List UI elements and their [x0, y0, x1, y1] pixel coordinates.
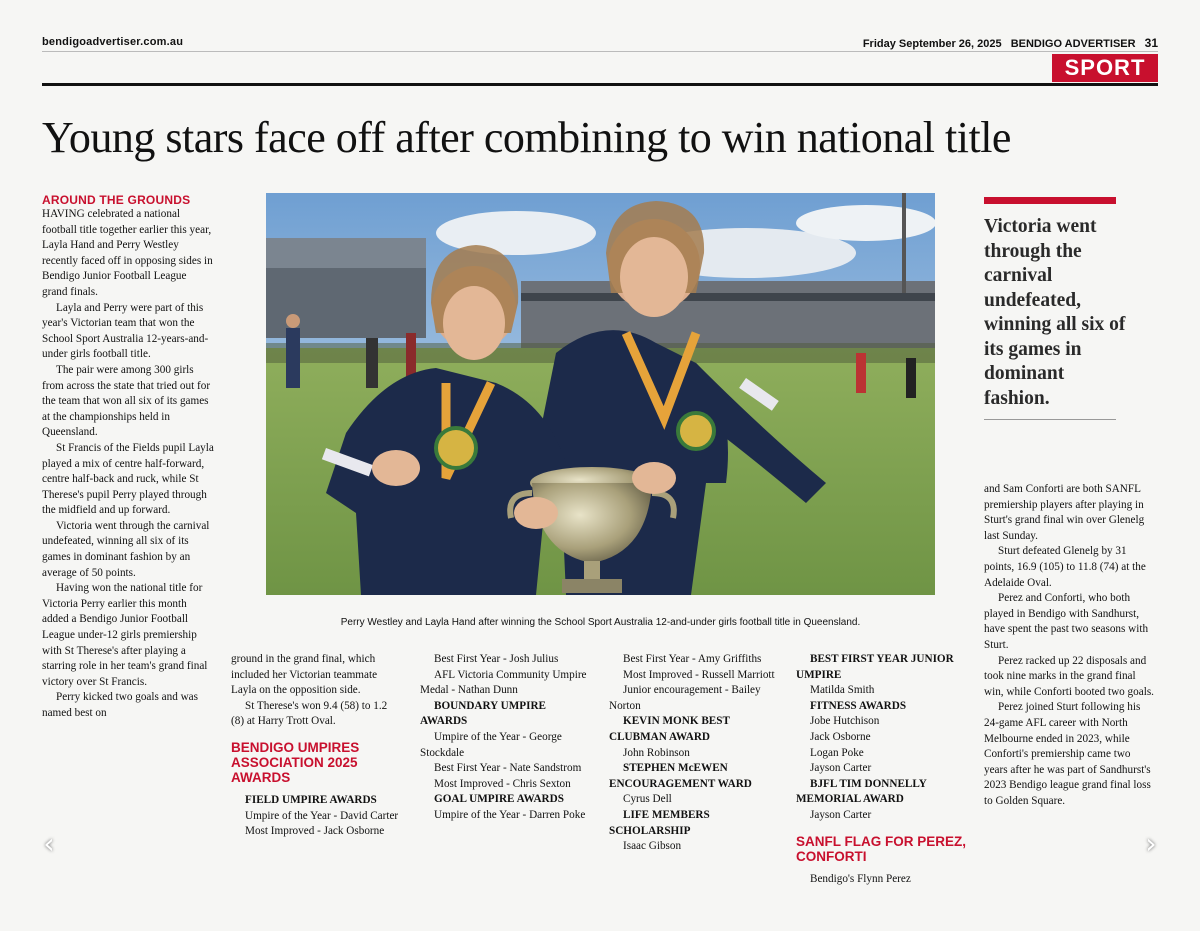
award-line: Jayson Carter: [810, 808, 872, 821]
headline: Young stars face off after combining to win national title: [42, 113, 1011, 162]
award-line: Most Improved - Russell Marriott: [623, 668, 775, 681]
award-line: Most Improved - Chris Sexton: [434, 777, 571, 790]
award-line: Jayson Carter: [810, 762, 872, 775]
paper-name: BENDIGO ADVERTISER: [1010, 38, 1136, 50]
paragraph: St Francis of the Fields pupil Layla played a mix of centre half-forward, centre half-back and ruck, while St Therese's pupil Perry played through the midfield and up forward.: [42, 441, 214, 517]
paragraph: Sturt defeated Glenelg by 31 points, 16.9 (105) to 11.8 (74) at the Adelaide Oval.: [984, 545, 1146, 589]
award-heading: GOAL UMPIRE AWARDS: [434, 793, 564, 806]
award-heading: STEPHEN McEWEN ENCOURAGEMENT WARD: [609, 762, 752, 790]
next-page-arrow-icon[interactable]: ›: [1145, 827, 1157, 860]
award-line: Matilda Smith: [810, 684, 875, 697]
page-header-info: [857, 36, 1158, 50]
article-column-3: [420, 652, 592, 824]
award-line: Best First Year - Nate Sandstrom: [434, 762, 582, 775]
website-url: bendigoadvertiser.com.au: [42, 36, 184, 48]
award-line: Umpire of the Year - Darren Poke: [434, 808, 586, 821]
award-heading: KEVIN MONK BEST CLUBMAN AWARD: [609, 715, 730, 743]
pullquote: Victoria went through the carnival undefeated, winning all six of its games in dominant fashion.: [984, 216, 1126, 409]
article-column-6: [984, 482, 1156, 809]
award-line: Most Improved - Jack Osborne: [245, 825, 385, 838]
award-line: Logan Poke: [810, 746, 864, 759]
award-heading: BEST FIRST YEAR JUNIOR UMPIRE: [796, 653, 954, 681]
award-heading: BJFL TIM DONNELLY MEMORIAL AWARD: [796, 777, 927, 806]
sanfl-subhead: SANFL FLAG FOR PEREZ, CONFORTI: [796, 833, 967, 864]
award-heading: BOUNDARY UMPIRE AWARDS: [420, 699, 546, 728]
section-label: SPORT: [1052, 54, 1158, 82]
award-line: Jack Osborne: [810, 730, 871, 743]
paragraph: Perry kicked two goals and was named best on: [42, 691, 198, 719]
award-line: Jobe Hutchison: [810, 715, 880, 728]
pullquote-bar: [984, 197, 1116, 204]
award-line: Umpire of the Year - David Carter: [245, 809, 399, 822]
photo-illustration: [266, 193, 935, 595]
photo-caption: Perry Westley and Layla Hand after winning the School Sport Australia 12-and-under girls football title in Queensland.: [340, 617, 861, 628]
paragraph: The pair were among 300 girls from across the state that tried out for the team that won all six of its games at the championships held in Queensland.: [42, 363, 211, 439]
paragraph: Layla and Perry were part of this year's Victorian team that won the School Sport Australia 12-years-and-under girls football title.: [42, 301, 209, 361]
article-photo: [266, 193, 935, 595]
award-line: Junior encouragement - Bailey Norton: [609, 684, 761, 712]
pullquote-rule: [984, 419, 1116, 420]
article-column-2: [231, 652, 403, 840]
issue-date: Friday September 26, 2025: [862, 38, 1002, 50]
award-line: Best First Year - Amy Griffiths: [623, 653, 762, 665]
paragraph: ground in the grand final, which included her Victorian teammate Layla on the opposition side.: [231, 653, 378, 697]
award-line: AFL Victoria Community Umpire Medal - Nathan Dunn: [420, 668, 587, 697]
award-heading: LIFE MEMBERS SCHOLARSHIP: [609, 808, 710, 837]
award-line: Best First Year - Josh Julius: [434, 653, 559, 665]
award-line: John Robinson: [623, 746, 690, 759]
paragraph: Having won the national title for Victoria Perry earlier this month added a Bendigo Junior Football League under-12 girls premiership with St Therese's after playing a starring role in her team's grand final victory over St Francis.: [42, 582, 208, 688]
awards-subhead: BENDIGO UMPIRES ASSOCIATION 2025 AWARDS: [231, 739, 360, 785]
paragraph: Bendigo's Flynn Perez: [810, 872, 911, 885]
award-heading: FIELD UMPIRE AWARDS: [245, 793, 377, 806]
masthead-rule: [42, 83, 1158, 86]
header-rule: [42, 51, 1158, 52]
paragraph: Victoria went through the carnival undefeated, winning all six of its games in dominant fashion by an average of 50 points.: [42, 519, 210, 579]
paragraph: Perez and Conforti, who both played in Bendigo with Sandhurst, have spent the past two seasons with Sturt.: [984, 592, 1149, 651]
paragraph: HAVING celebrated a national football title together earlier this year, Layla Hand and Perry Westley recently faced off in opposing sides in Bendigo Junior Football League grand finals.: [42, 208, 213, 298]
award-line: Umpire of the Year - George Stockdale: [420, 730, 562, 759]
award-line: Isaac Gibson: [623, 840, 682, 853]
award-line: Cyrus Dell: [623, 793, 672, 806]
kicker: AROUND THE GROUNDS: [42, 193, 191, 207]
article-column-1: [42, 193, 214, 722]
previous-page-arrow-icon[interactable]: ‹: [43, 827, 55, 860]
paragraph: Perez racked up 22 disposals and took nine marks in the grand final win, while Conforti booted two goals.: [984, 654, 1154, 698]
paragraph: Perez joined Sturt following his 24-game AFL career with North Melbourne ended in 2023, while Conforti's premiership came two years after he was part of Sandhurst's 2023 Bendigo league grand final loss to Golden Square.: [984, 701, 1151, 807]
award-heading: FITNESS AWARDS: [810, 699, 907, 712]
paragraph: St Therese's won 9.4 (58) to 1.2 (8) at Harry Trott Oval.: [231, 699, 388, 728]
page-number: 31: [1144, 36, 1158, 50]
paragraph: and Sam Conforti are both SANFL premiership players after playing in Sturt's grand final win over Glenelg last Sunday.: [984, 483, 1145, 542]
article-column-4: [609, 652, 781, 855]
article-column-5: [796, 652, 968, 887]
